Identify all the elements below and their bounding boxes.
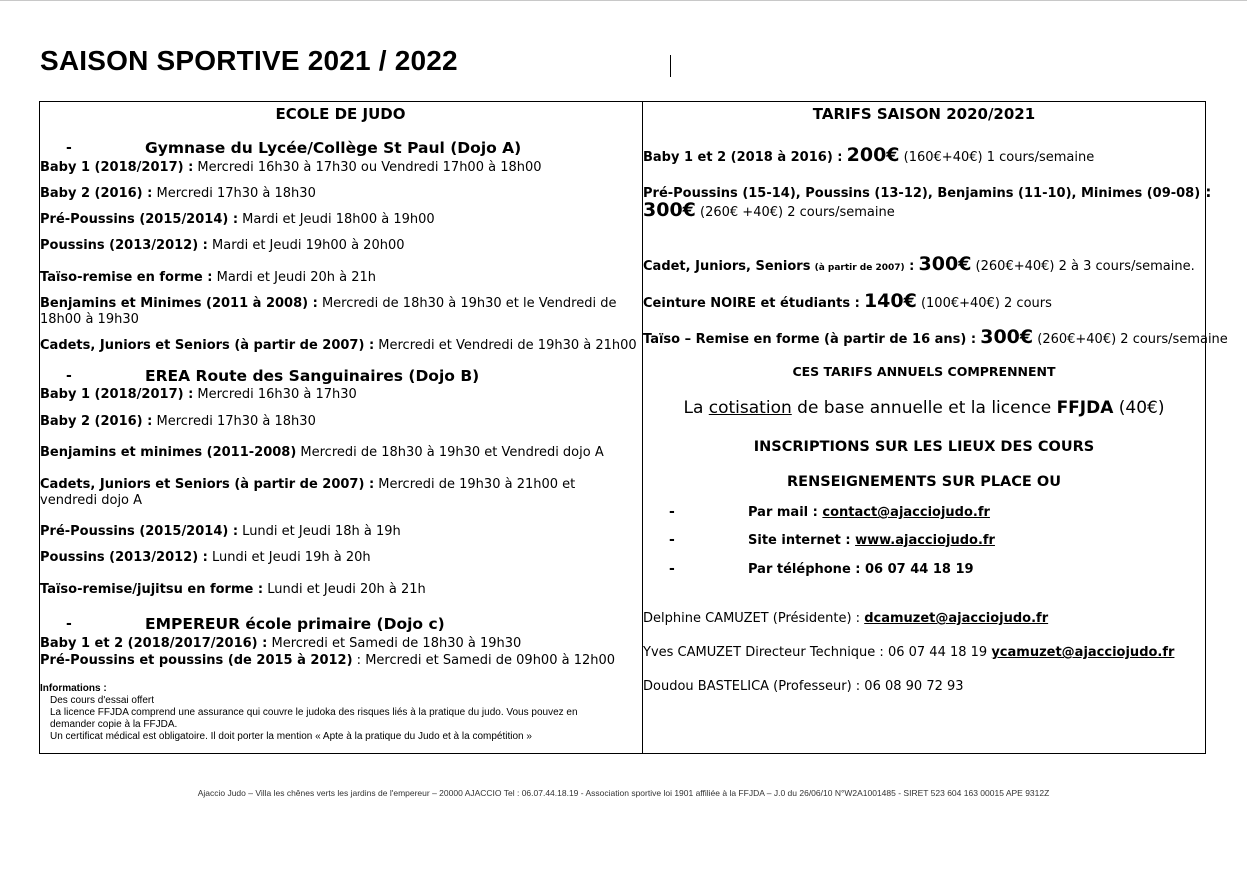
page-title: SAISON SPORTIVE 2021 / 2022 <box>40 45 458 76</box>
contact-dash: - <box>669 561 675 577</box>
person-email-link[interactable]: dcamuzet@ajacciojudo.fr <box>864 611 1049 626</box>
contact-mail: Par mail : contact@ajacciojudo.fr <box>748 505 990 520</box>
contact-site: Site internet : www.ajacciojudo.fr <box>748 533 995 548</box>
venue-b-row: Baby 1 (2018/2017) : Mercredi 16h30 à 17h30 <box>40 387 357 402</box>
venue-c-row: Baby 1 et 2 (2018/2017/2016) : Mercredi et Samedi de 18h30 à 19h30 <box>40 636 522 651</box>
venue-a-row: Poussins (2013/2012) : Mardi et Jeudi 19h00 à 20h00 <box>40 238 405 253</box>
tarif-row: Pré-Poussins (15-14), Poussins (13-12), Benjamins (11-10), Minimes (09-08) : <box>643 183 1212 201</box>
info-line: demander copie à la FFJDA. <box>50 719 178 730</box>
mail-link[interactable]: contact@ajacciojudo.fr <box>822 505 990 520</box>
tarif-row-cont: 300€ (260€ +40€) 2 cours/semaine <box>643 199 895 221</box>
venue-b-row: Pré-Poussins (2015/2014) : Lundi et Jeudi 18h à 19h <box>40 524 401 539</box>
venue-c-dash: - <box>66 616 72 632</box>
venue-b-dash: - <box>66 368 72 384</box>
venue-a-row: Pré-Poussins (2015/2014) : Mardi et Jeudi 18h00 à 19h00 <box>40 212 435 227</box>
venue-a-dash: - <box>66 140 72 156</box>
info-line: Un certificat médical est obligatoire. Il doit porter la mention « Apte à la pratique du Judo et à la compétition » <box>50 731 532 742</box>
contact-dash: - <box>669 504 675 520</box>
venue-a-row: Cadets, Juniors et Seniors (à partir de 2007) : Mercredi et Vendredi de 19h30 à 21h00 <box>40 338 637 353</box>
tarif-row: Ceinture NOIRE et étudiants : 140€ (100€+40€) 2 cours <box>643 290 1052 312</box>
text-cursor <box>670 55 671 77</box>
venue-b-row: Cadets, Juniors et Seniors (à partir de 2007) : Mercredi de 19h30 à 21h00 et vendredi dojo A <box>40 477 576 508</box>
info-heading: Informations : <box>40 683 107 694</box>
site-link[interactable]: www.ajacciojudo.fr <box>855 533 995 548</box>
contact-phone: Par téléphone : 06 07 44 18 19 <box>748 562 974 577</box>
cotisation-line: La cotisation de base annuelle et la licence FFJDA (40€) <box>683 398 1165 418</box>
person-row: Doudou BASTELICA (Professeur) : 06 08 90 72 93 <box>643 679 964 694</box>
ecole-heading: ECOLE DE JUDO <box>275 105 406 123</box>
venue-b-row: Poussins (2013/2012) : Lundi et Jeudi 19h à 20h <box>40 550 371 565</box>
venue-a-row: Baby 1 (2018/2017) : Mercredi 16h30 à 17h30 ou Vendredi 17h00 à 18h00 <box>40 160 542 175</box>
contact-dash: - <box>669 532 675 548</box>
venue-b-row: Taïso-remise/jujitsu en forme : Lundi et Jeudi 20h à 21h <box>40 582 426 597</box>
venue-a-name: Gymnase du Lycée/Collège St Paul (Dojo A) <box>145 139 522 157</box>
info-line: La licence FFJDA comprend une assurance qui couvre le judoka des risques liés à la pratique du judo. Vous pouvez en <box>50 707 578 718</box>
includes-heading: CES TARIFS ANNUELS COMPRENNENT <box>792 364 1056 379</box>
venue-c-name: EMPEREUR école primaire (Dojo c) <box>145 615 445 633</box>
venue-c-row: Pré-Poussins et poussins (de 2015 à 2012) : Mercredi et Samedi de 09h00 à 12h00 <box>40 653 616 668</box>
renseignements-line: RENSEIGNEMENTS SUR PLACE OU <box>787 474 1061 490</box>
person-row: Yves CAMUZET Directeur Technique : 06 07 44 18 19 ycamuzet@ajacciojudo.fr <box>643 645 1175 660</box>
footer: Ajaccio Judo – Villa les chênes verts les jardins de l'empereur – 20000 AJACCIO Tel : 06.07.44.18.19 - Association sportive loi 1901 affiliée à la FFJDA – J.0 du 26/06/10 N°W2A1001485 - SIRET 523 604 163 00015 APE 9312Z <box>197 788 1050 798</box>
venue-b-row: Benjamins et minimes (2011-2008) Mercredi de 18h30 à 19h30 et Vendredi dojo A <box>40 445 604 460</box>
venue-a-row: Taïso-remise en forme : Mardi et Jeudi 20h à 21h <box>40 270 376 285</box>
tarif-row: Taïso – Remise en forme (à partir de 16 ans) : 300€ (260€+40€) 2 cours/semaine <box>643 326 1228 348</box>
info-line: Des cours d'essai offert <box>50 695 154 706</box>
person-row: Delphine CAMUZET (Présidente) : dcamuzet@ajacciojudo.fr <box>643 611 1049 626</box>
venue-b-name: EREA Route des Sanguinaires (Dojo B) <box>145 367 480 385</box>
tarif-row: Baby 1 et 2 (2018 à 2016) : 200€ (160€+40€) 1 cours/semaine <box>643 144 1095 166</box>
inscriptions-line: INSCRIPTIONS SUR LES LIEUX DES COURS <box>753 439 1095 455</box>
venue-b-row: Baby 2 (2016) : Mercredi 17h30 à 18h30 <box>40 414 316 429</box>
tarif-row: Cadet, Juniors, Seniors (à partir de 2007) : 300€ (260€+40€) 2 à 3 cours/semaine. <box>643 253 1195 275</box>
person-email-link[interactable]: ycamuzet@ajacciojudo.fr <box>991 645 1175 660</box>
venue-a-row: Benjamins et Minimes (2011 à 2008) : Mercredi de 18h30 à 19h30 et le Vendredi de 18h00 à 19h30 <box>40 296 617 327</box>
venue-a-row: Baby 2 (2016) : Mercredi 17h30 à 18h30 <box>40 186 316 201</box>
tarifs-heading: TARIFS SAISON 2020/2021 <box>812 105 1036 123</box>
